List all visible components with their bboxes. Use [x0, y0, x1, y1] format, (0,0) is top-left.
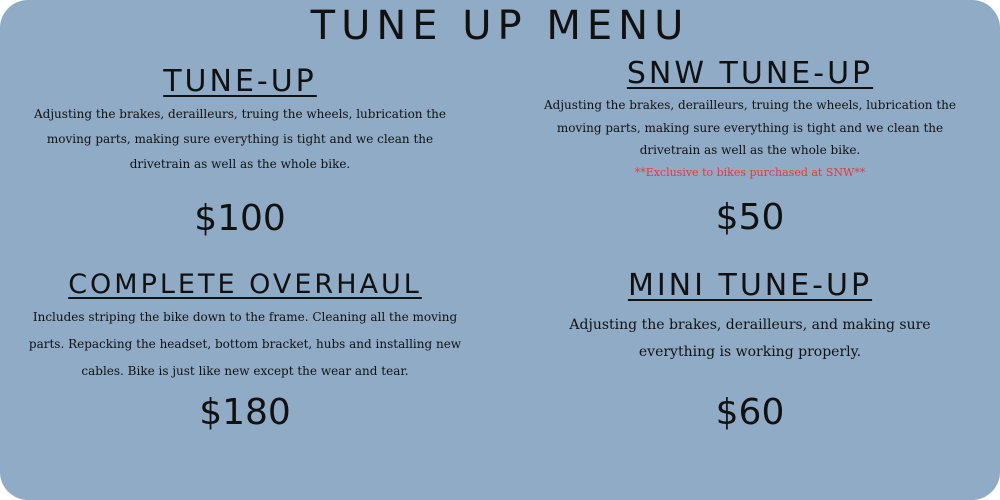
section-price: $50 [715, 196, 785, 238]
exclusive-note: **Exclusive to bikes purchased at SNW** [634, 165, 866, 179]
section-complete-overhaul [25, 266, 465, 435]
section-price: $60 [715, 392, 785, 433]
section-title: SNW TUNE-UP [626, 56, 874, 91]
section-description: Adjusting the brakes, derailleurs, truing the wheels, lubrication the moving parts, making sure everything is tight and we clean the drivetrain as well as the whole bike. [543, 98, 956, 157]
section-mini-tune-up [560, 266, 940, 435]
section-price: $100 [194, 198, 286, 239]
section-title: MINI TUNE-UP [627, 268, 873, 303]
menu-title: TUNE UP MENU [310, 3, 690, 49]
section-title: COMPLETE OVERHAUL [68, 269, 422, 300]
section-description: Adjusting the brakes, derailleurs, truing the wheels, lubrication the moving parts, making sure everything is tight and we clean the drivetrain as well as the whole bike. [33, 107, 446, 171]
section-title: TUNE-UP [163, 64, 317, 99]
section-price: $180 [199, 392, 291, 433]
section-description: Adjusting the brakes, derailleurs, and making sure everything is working properly. [569, 317, 931, 360]
section-snw-tune-up [530, 54, 970, 240]
section-description: Includes striping the bike down to the frame. Cleaning all the moving parts. Repacking the headset, bottom bracket, hubs and installing new cables. Bike is just like new except the wear and tear. [28, 310, 462, 378]
section-tune-up [30, 62, 450, 241]
